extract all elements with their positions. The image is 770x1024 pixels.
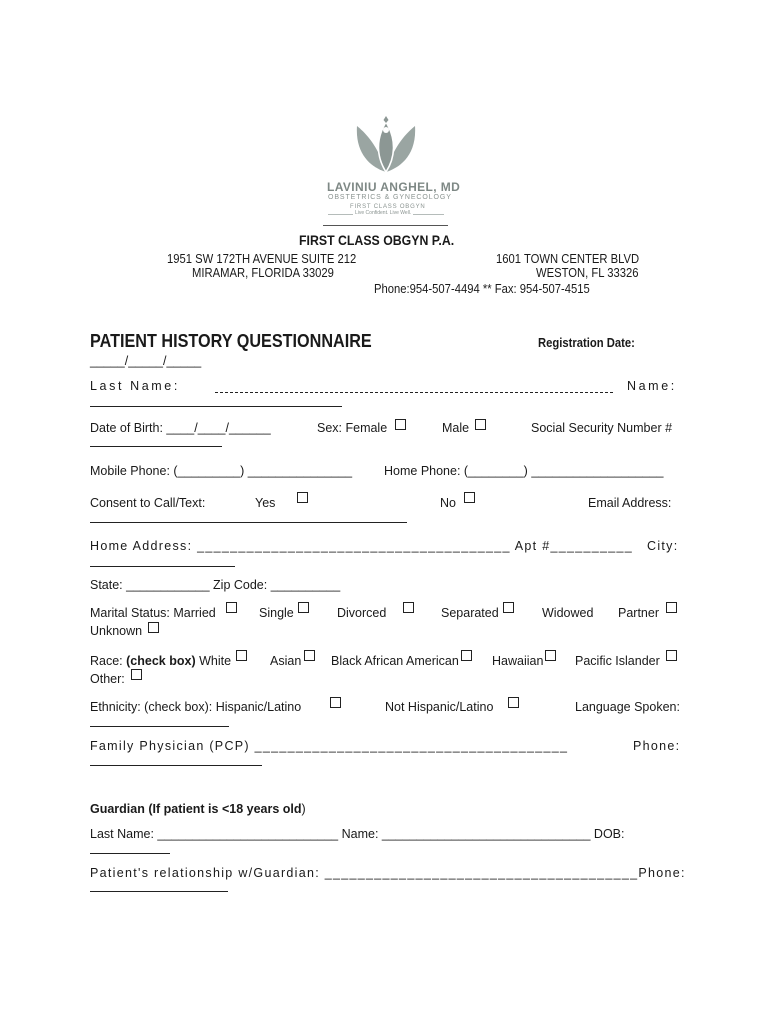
last-name-label: Last Name:: [90, 379, 180, 393]
hawaiian-label: Hawaiian: [492, 654, 544, 668]
phone-fax: Phone:954-507-4494 ** Fax: 954-507-4515: [374, 282, 590, 296]
widowed-label: Widowed: [542, 606, 594, 620]
mobile-phone-field[interactable]: Mobile Phone: (_________) _______________: [90, 464, 353, 478]
guardian-relationship-field[interactable]: Patient's relationship w/Guardian: ______________________________________Phone:: [90, 866, 686, 880]
guardian-name-dob-field[interactable]: Last Name: __________________________ Name: ______________________________ DOB:: [90, 827, 625, 841]
guardian-phone-field[interactable]: [90, 891, 228, 892]
partner-checkbox[interactable]: [666, 602, 677, 613]
race-check-note: (check box): [126, 654, 196, 668]
consent-yes-checkbox[interactable]: [297, 492, 308, 503]
last-name-field[interactable]: [215, 392, 613, 393]
lotus-logo-icon: [353, 112, 419, 178]
practice-name: FIRST CLASS OBGYN P.A.: [299, 232, 455, 248]
email-label: Email Address:: [588, 496, 672, 510]
not-hispanic-checkbox[interactable]: [508, 697, 519, 708]
partner-label: Partner: [618, 606, 659, 620]
other-label: Other:: [90, 672, 125, 686]
logo-practice: FIRST CLASS OBGYN: [350, 204, 426, 210]
logo-specialty: OBSTETRICS & GYNECOLOGY: [328, 194, 452, 201]
white-label: White: [199, 654, 232, 668]
white-checkbox[interactable]: [236, 650, 247, 661]
language-field[interactable]: [90, 726, 229, 727]
pacific-islander-label: Pacific Islander: [575, 654, 660, 668]
female-checkbox[interactable]: [395, 419, 406, 430]
black-african-american-checkbox[interactable]: [461, 650, 472, 661]
name-field[interactable]: [90, 406, 342, 407]
logo-tagline: Live Confident. Live Well.: [355, 210, 412, 216]
city-label: City:: [647, 539, 679, 553]
divorced-label: Divorced: [337, 606, 387, 620]
home-phone-field[interactable]: Home Phone: (________) ___________________: [384, 464, 664, 478]
unknown-checkbox[interactable]: [148, 622, 159, 633]
dob-field[interactable]: Date of Birth: ____/____/______: [90, 421, 271, 435]
office1-line1: 1951 SW 172TH AVENUE SUITE 212: [167, 252, 357, 266]
asian-label: Asian: [270, 654, 302, 668]
form-title: PATIENT HISTORY QUESTIONNAIRE: [90, 331, 372, 351]
hawaiian-checkbox[interactable]: [545, 650, 556, 661]
logo-underline: [323, 225, 448, 226]
ssn-label: Social Security Number #: [531, 421, 673, 435]
hispanic-checkbox[interactable]: [330, 697, 341, 708]
not-hispanic-label: Not Hispanic/Latino: [385, 700, 494, 714]
office2-line1: 1601 TOWN CENTER BLVD: [496, 252, 640, 266]
black-african-american-label: Black African American: [331, 654, 459, 668]
pacific-islander-checkbox[interactable]: [666, 650, 677, 661]
registration-date-label: Registration Date:: [538, 336, 635, 350]
registration-date-field[interactable]: _____/_____/_____: [90, 354, 202, 368]
single-label: Single: [259, 606, 294, 620]
name-label: Name:: [627, 379, 677, 393]
ethnicity-label: Ethnicity: (check box): Hispanic/Latino: [90, 700, 302, 714]
guardian-dob-line[interactable]: [90, 853, 170, 854]
pcp-phone-label: Phone:: [633, 739, 681, 753]
city-field[interactable]: [90, 566, 235, 567]
married-checkbox[interactable]: [226, 602, 237, 613]
asian-checkbox[interactable]: [304, 650, 315, 661]
divorced-checkbox[interactable]: [403, 602, 414, 613]
race-label: Race: (check box) White: [90, 654, 232, 668]
consent-yes-label: Yes: [255, 496, 276, 510]
consent-no-checkbox[interactable]: [464, 492, 475, 503]
guardian-title: Guardian (If patient is <18 years old): [90, 802, 306, 816]
language-label: Language Spoken:: [575, 700, 680, 714]
other-checkbox[interactable]: [131, 669, 142, 680]
pcp-phone-field[interactable]: [90, 765, 262, 766]
consent-label: Consent to Call/Text:: [90, 496, 206, 510]
office1-line2: MIRAMAR, FLORIDA 33029: [192, 266, 334, 280]
pcp-field[interactable]: Family Physician (PCP) ______________________________________: [90, 739, 569, 753]
consent-no-label: No: [440, 496, 456, 510]
male-checkbox[interactable]: [475, 419, 486, 430]
state-zip-field[interactable]: State: ____________ Zip Code: __________: [90, 578, 341, 592]
single-checkbox[interactable]: [298, 602, 309, 613]
sex-female-label: Sex: Female: [317, 421, 388, 435]
ssn-field[interactable]: [90, 446, 222, 447]
home-address-field[interactable]: Home Address: ______________________________________ Apt #__________: [90, 539, 633, 553]
email-field[interactable]: [90, 522, 407, 523]
unknown-label: Unknown: [90, 624, 143, 638]
sex-male-label: Male: [442, 421, 470, 435]
logo-doctor-name: LAVINIU ANGHEL, MD: [327, 180, 461, 194]
office2-line2: WESTON, FL 33326: [536, 266, 639, 280]
separated-checkbox[interactable]: [503, 602, 514, 613]
marital-status-label: Marital Status: Married: [90, 606, 216, 620]
separated-label: Separated: [441, 606, 499, 620]
